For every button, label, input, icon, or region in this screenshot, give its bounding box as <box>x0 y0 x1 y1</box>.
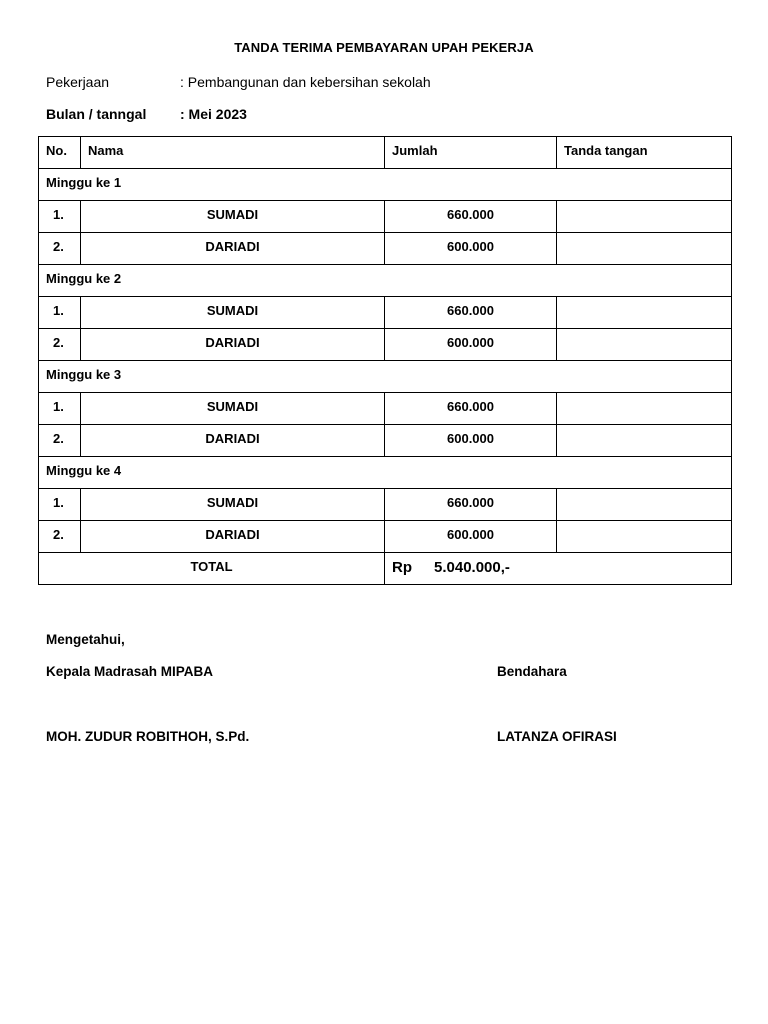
table-row <box>39 297 732 329</box>
total-row <box>39 553 732 585</box>
total-currency: Rp <box>392 559 412 576</box>
table-row <box>39 233 732 265</box>
table-row <box>39 201 732 233</box>
wage-amount: 660.000 <box>385 201 557 233</box>
week-group-row <box>39 361 732 393</box>
total-label: TOTAL <box>39 553 385 585</box>
worker-name: DARIADI <box>81 329 385 361</box>
week-group-row <box>39 169 732 201</box>
total-amount <box>385 553 732 585</box>
signature-cell <box>557 201 732 233</box>
row-number: 2. <box>39 233 81 265</box>
week-group-row <box>39 457 732 489</box>
table-row <box>39 425 732 457</box>
right-signatory-role: Bendahara <box>497 664 567 679</box>
header-jumlah: Jumlah <box>385 137 557 169</box>
worker-name: SUMADI <box>81 201 385 233</box>
acknowledged-label: Mengetahui, <box>46 632 125 647</box>
signature-cell <box>557 489 732 521</box>
week-group-row <box>39 265 732 297</box>
bulan-value: : Mei 2023 <box>180 106 247 122</box>
row-number: 2. <box>39 329 81 361</box>
table-header-row <box>39 137 732 169</box>
header-no: No. <box>39 137 81 169</box>
row-number: 2. <box>39 425 81 457</box>
row-number: 1. <box>39 489 81 521</box>
row-number: 1. <box>39 201 81 233</box>
pekerjaan-label: Pekerjaan <box>46 74 110 90</box>
wage-amount: 660.000 <box>385 297 557 329</box>
document-title: TANDA TERIMA PEMBAYARAN UPAH PEKERJA <box>234 40 534 55</box>
right-signatory-name: LATANZA OFIRASI <box>497 729 617 744</box>
week-label: Minggu ke 4 <box>39 457 732 489</box>
row-number: 1. <box>39 393 81 425</box>
wage-amount: 600.000 <box>385 233 557 265</box>
wage-amount: 600.000 <box>385 521 557 553</box>
signature-cell <box>557 521 732 553</box>
header-nama: Nama <box>81 137 385 169</box>
worker-name: DARIADI <box>81 425 385 457</box>
wage-amount: 660.000 <box>385 489 557 521</box>
wage-amount: 660.000 <box>385 393 557 425</box>
table-row <box>39 489 732 521</box>
signature-cell <box>557 425 732 457</box>
worker-name: SUMADI <box>81 297 385 329</box>
wage-table <box>38 136 732 585</box>
week-label: Minggu ke 2 <box>39 265 732 297</box>
row-number: 1. <box>39 297 81 329</box>
wage-amount: 600.000 <box>385 425 557 457</box>
worker-name: SUMADI <box>81 489 385 521</box>
table-row <box>39 329 732 361</box>
week-label: Minggu ke 1 <box>39 169 732 201</box>
signature-cell <box>557 233 732 265</box>
signature-cell <box>557 329 732 361</box>
worker-name: DARIADI <box>81 521 385 553</box>
left-signatory-role: Kepala Madrasah MIPABA <box>46 664 214 679</box>
wage-amount: 600.000 <box>385 329 557 361</box>
signature-cell <box>557 393 732 425</box>
week-label: Minggu ke 3 <box>39 361 732 393</box>
bulan-label: Bulan / tanngal <box>46 106 147 122</box>
table-row <box>39 393 732 425</box>
signature-cell <box>557 297 732 329</box>
total-value: 5.040.000,- <box>434 559 510 576</box>
table-row <box>39 521 732 553</box>
pekerjaan-value: : Pembangunan dan kebersihan sekolah <box>180 74 431 90</box>
header-tanda-tangan: Tanda tangan <box>557 137 732 169</box>
worker-name: SUMADI <box>81 393 385 425</box>
left-signatory-name: MOH. ZUDUR ROBITHOH, S.Pd. <box>46 729 250 744</box>
worker-name: DARIADI <box>81 233 385 265</box>
row-number: 2. <box>39 521 81 553</box>
